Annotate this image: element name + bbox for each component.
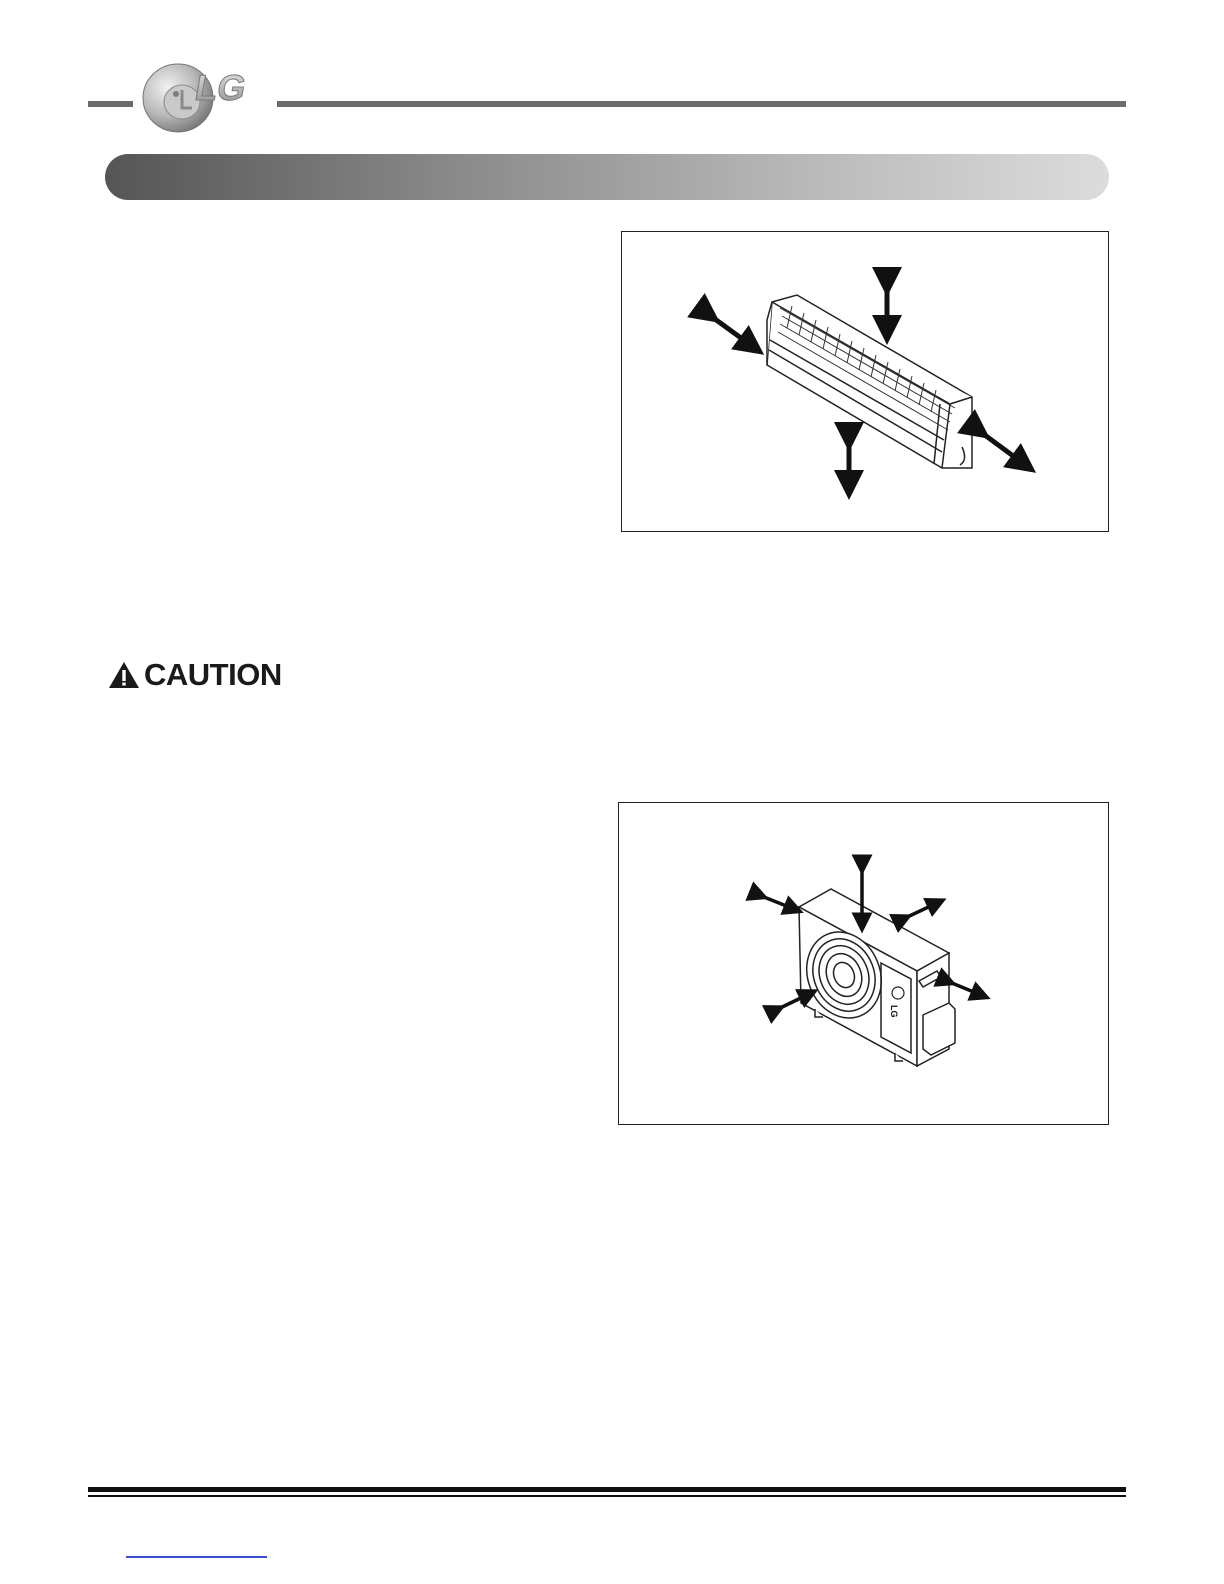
warning-triangle-icon <box>108 661 140 689</box>
section-title-bar <box>105 154 1109 200</box>
caution-label: CAUTION <box>144 657 282 692</box>
clearance-arrow-right <box>978 430 1024 464</box>
lg-badge-icon <box>892 987 904 999</box>
clearance-arrow-right <box>947 981 981 995</box>
footer-link-underline[interactable] <box>126 1556 267 1558</box>
lg-logo <box>138 52 273 134</box>
clearance-arrow-left <box>759 895 794 909</box>
indoor-unit-figure <box>621 231 1109 532</box>
outdoor-unit-body <box>794 889 955 1066</box>
header-rule-right <box>277 101 1126 107</box>
caution-heading <box>108 656 282 694</box>
header-rule-left <box>88 101 133 107</box>
indoor-unit-clearance-icon <box>622 232 1110 533</box>
outdoor-brand-mark: LG <box>889 1005 899 1018</box>
outdoor-unit-figure <box>618 802 1109 1125</box>
indoor-unit-body <box>767 295 972 468</box>
clearance-arrow-back <box>903 903 937 919</box>
outdoor-unit-clearance-icon <box>619 803 1110 1126</box>
logo-text: LG <box>192 67 250 108</box>
footer-rule-thin <box>88 1495 1126 1497</box>
clearance-arrow-left <box>708 314 752 346</box>
footer-rule-thick <box>88 1487 1126 1492</box>
